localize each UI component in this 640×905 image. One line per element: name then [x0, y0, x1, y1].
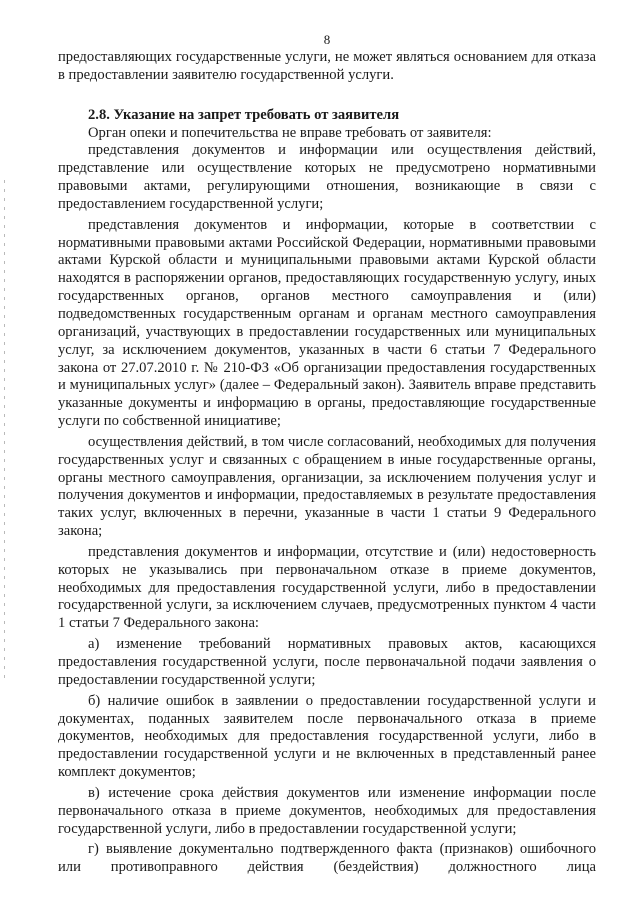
intro-paragraph: предоставляющих государственные услуги, не может являться основанием для отказа в предоставлении заявителю государственной услуги. [58, 49, 596, 83]
document-page [58, 0, 596, 905]
paragraph-lead: Орган опеки и попечительства не вправе требовать от заявителя: [88, 124, 492, 141]
page-number: 8 [323, 32, 331, 47]
section-heading: 2.8. Указание на запрет требовать от заявителя [88, 106, 400, 123]
paragraph-item-v: в) истечение срока действия документов или изменение информации после первоначального отказа в приеме документов, необходимых для предоставления государственной услуги, либо в предоставлении государственной услуги; [58, 784, 596, 837]
paragraph-requirement-1: представления документов и информации или осуществления действий, представление или осуществление которых не предусмотрено нормативными правовыми актами, регулирующими отношения, возникающие в связи с предоставлением государственной услуги; [58, 142, 596, 212]
paragraph-item-b: б) наличие ошибок в заявлении о предоставлении государственной услуги и документах, поданных заявителем после первоначального отказа в приеме документов, необходимых для предоставления государственной услуги, либо в предоставлении государственной услуги и не включенных в представленный ранее комплект документов; [58, 692, 596, 781]
paragraph-requirement-3: осуществления действий, в том числе согласований, необходимых для получения государственных услуг и связанных с обращением в иные государственные органы, органы местного самоуправления, организации, за исключением получения услуг и получения документов и информации, предоставляемых в результате предоставления таких услуг, включенных в перечни, указанные в части 1 статьи 9 Федерального закона; [58, 433, 596, 540]
paragraph-item-a: а) изменение требований нормативных правовых актов, касающихся предоставления государственной услуги, после первоначальной подачи заявления о предоставлении государственной услуги; [58, 636, 596, 688]
paragraph-requirement-2: представления документов и информации, которые в соответствии с нормативными правовыми актами Российской Федерации, нормативными правовыми актами Курской области и муниципальными правовыми актами Курской области находятся в распоряжении органов, предоставляющих государственную услугу, иных государственных органов, органов местного самоуправления и (или) подведомственных государственным органам и органам местного самоуправления организаций, участвующих в предоставлении государственных или муниципальных услуг, за исключением документов, указанных в части 6 статьи 7 Федерального закона от 27.07.2010 г. № 210-ФЗ «Об организации предоставления государственных и муниципальных услуг» (далее – Федеральный закон). Заявитель вправе представить указанные документы и информацию в органы, предоставляющие государственные услуги по собственной инициативе; [58, 216, 596, 430]
scan-edge-mark [4, 180, 5, 680]
paragraph-requirement-4: представления документов и информации, отсутствие и (или) недостоверность которых не указывались при первоначальном отказе в приеме документов, необходимых для предоставления государственной услуги, либо в предоставлении государственной услуги, за исключением случаев, предусмотренных пунктом 4 части 1 статьи 7 Федерального закона: [58, 543, 596, 632]
paragraph-item-g: г) выявление документально подтвержденного факта (признаков) ошибочного или противоправного действия (бездействия) должностного лица [58, 841, 596, 876]
